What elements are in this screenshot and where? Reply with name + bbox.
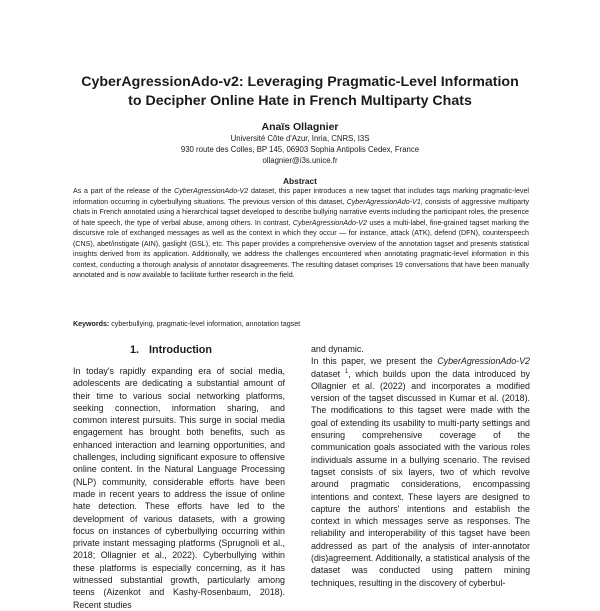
section-number: 1. (130, 344, 140, 356)
title-line-1: CyberAgressionAdo-v2: Leveraging Pragmatic-Level Information (81, 74, 519, 90)
author-name: Anaïs Ollagnier (261, 121, 339, 133)
continued-paragraph: and dynamic. (311, 344, 364, 354)
abstract-text: As a part of the release of the CyberAgressionAdo-V2 dataset, this paper introduces a new tagset that includes tags marking pragmatic-level information occurring in cyberbullying situations. The previous version of this dataset, CyberAgressionAdo-V1, consists of aggressive multiparty chats in French annotated using a hierarchical tagset developed to describe bullying narrative events including the participant roles, the presence of hate speech, the type of verbal abuse, among others. In contrast, CyberAgressionAdo-V2 uses a multi-label, fine-grained tagset marking the discursive role of exchanged messages as well as the context in which they occur — for instance, attack (ATK), defend (DFN), counterspeech (CNS), abet/instigate (AIN), gaslight (GSL), etc. This paper provides a comprehensive overview of the annotation tagset and presents statistical insights derived from its application. Additionally, we address the challenges encountered when annotating pragmatic-level information in this context, conducting a thorough analysis of annotator disagreements. The resulting dataset comprises 19 conversations that have been manually annotated and is now available to facilitate further research in the field. (73, 187, 529, 279)
affiliation-institution: Université Côte d'Azur, Inria, CNRS, I3S (230, 134, 370, 143)
keywords (73, 320, 529, 328)
section-heading (130, 344, 212, 356)
abstract-heading: Abstract (283, 176, 317, 186)
dataset-paragraph: In this paper, we present the CyberAgressionAdo-V2 dataset $^1$, which builds upon the data introduced by Ollagnier et al. (2022) and incorporates a modified version of the tagset discussed in Kumar et al. (2018). The modifications to this tagset were made with the goal of extending its usability to multi-party settings and ensuring comprehensive coverage of the communication goals associated with the various roles individuals assume in a bullying scenario. The revised tagset consists of six layers, two of which revolve around pragmatic considerations, encompassing intentions and context. These layers are designed to capture the authors' intentions and establish the context in which messages serve as responses. The reliability and interoperability of this tagset have been addressed as part of the analysis of inter-annotator (dis)agreement. Additionally, a statistical analysis of the dataset was conducted using pattern mining techniques, resulting in the discovery of cyberbul- (311, 356, 530, 588)
footnote-marker[interactable]: 1 (344, 368, 349, 375)
right-column (311, 343, 530, 600)
section-title: Introduction (149, 344, 212, 356)
intro-paragraph: In today's rapidly expanding era of social media, adolescents are dedicating a substantial amount of their time to various social networking platforms, seeking connection, information sharing, and common interest pursuits. This surge in social media engagement has brought both benefits, such as enhanced interaction and learning opportunities, and challenges, including significant exposure to offensive online content. In the Natural Language Processing (NLP) community, considerable efforts have been made in recent years to address the issue of online hate detection. These efforts have led to the development of various datasets, with a growing focus on instances of cyberbullying occurring within private instant messaging platforms (Sprugnoli et al., 2018; Ollagnier et al., 2022). Cyberbullying within these platforms is especially concerning, as it has witnessed substantial growth, particularly among teens (Aizenkot and Kashy-Rosenbaum, 2018). Recent studies (73, 366, 285, 610)
title-line-2: to Decipher Online Hate in French Multiparty Chats (128, 93, 472, 109)
keywords-label: Keywords: (73, 320, 110, 328)
left-column (73, 365, 285, 610)
author-email: ollagnier@i3s.unice.fr (262, 156, 338, 165)
affiliation-address: 930 route des Colles, BP 145, 06903 Sophia Antipolis Cedex, France (180, 145, 420, 154)
keywords-list: cyberbullying, pragmatic-level information, annotation tagset (109, 320, 301, 328)
paper-title (60, 73, 540, 111)
